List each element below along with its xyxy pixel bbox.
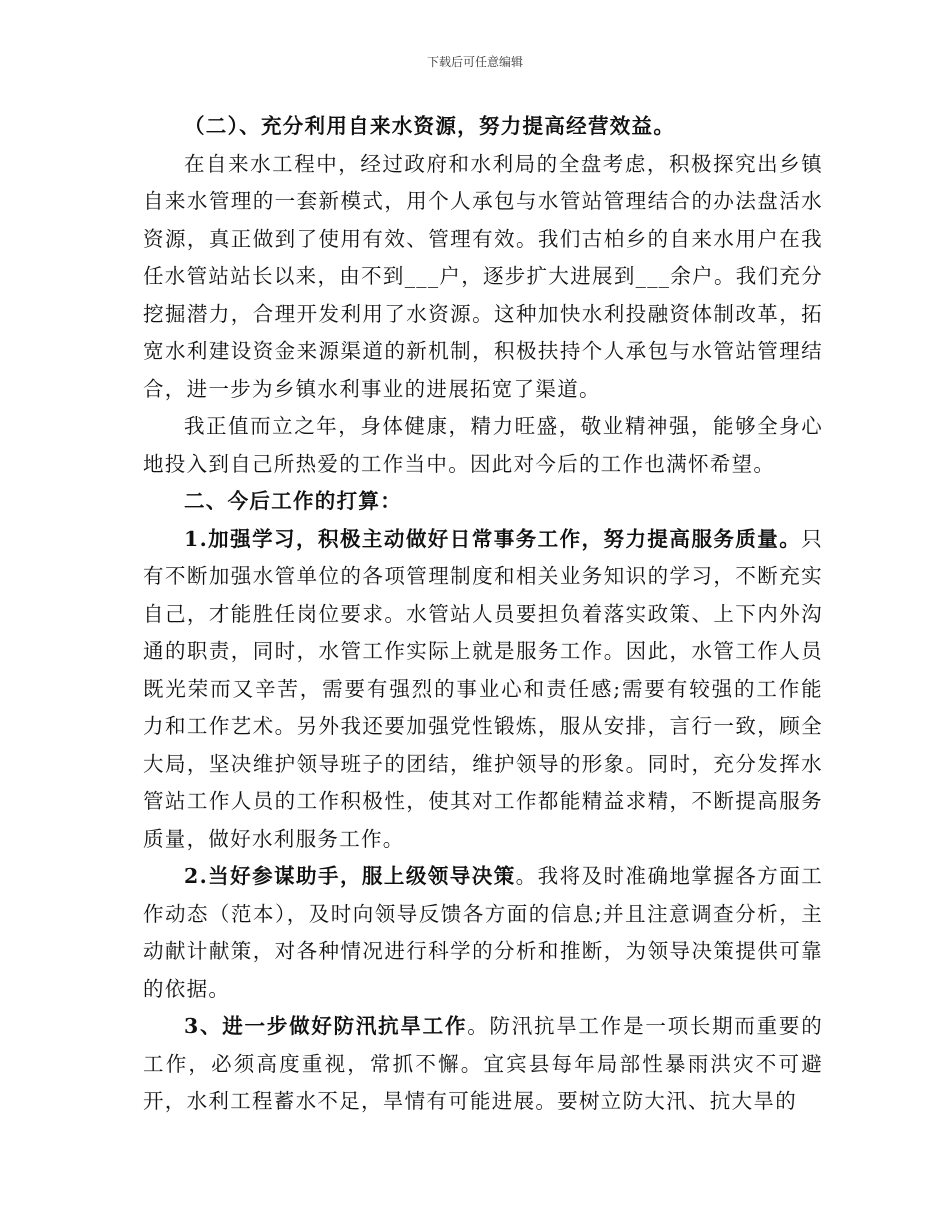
document-body bbox=[143, 108, 823, 1121]
plan-item-1 bbox=[143, 521, 823, 859]
plan-item-3-text: 。防汛抗旱工作是一项长期而重要的工作，必须高度重视，常抓不懈。宜宾县每年局部性暴雨洪灾不可避开，水利工程蓄水不足，旱情有可能进展。要树立防大汛、抗大旱的 bbox=[143, 1014, 823, 1113]
paragraph-personal-statement: 我正值而立之年，身体健康，精力旺盛，敬业精神强，能够全身心地投入到自己所热爱的工作当中。因此对今后的工作也满怀希望。 bbox=[143, 414, 823, 476]
plan-heading: 二、今后工作的打算： bbox=[184, 489, 402, 513]
plan-item-2-title: 2.当好参谋助手，服上级领导决策 bbox=[184, 864, 516, 888]
plan-item-2-text: 。我将及时准确地掌握各方面工作动态（范本），及时向领导反馈各方面的信息;并且注意调查分析，主动献计献策，对各种情况进行科学的分析和推断，为领导决策提供可靠的依据。 bbox=[143, 864, 824, 1001]
page-header: 下载后可任意编辑 bbox=[426, 55, 523, 69]
plan-item-3-title: 3、进一步做好防汛抗旱工作 bbox=[184, 1014, 468, 1038]
plan-item-3 bbox=[143, 1008, 823, 1121]
plan-item-1-title: 1.加强学习，积极主动做好日常事务工作，努力提高服务质量。 bbox=[184, 526, 802, 551]
plan-item-2 bbox=[143, 858, 823, 1008]
section-heading: （二）、充分利用自来水资源，努力提高经营效益。 bbox=[184, 114, 676, 138]
plan-item-1-text: 只有不断加强水管单位的各项管理制度和相关业务知识的学习，不断充实自己，才能胜任岗位要求。水管站人员要担负着落实政策、上下内外沟通的职责，同时，水管工作实际上就是服务工作。因此，水管工作人员既光荣而又辛苦，需要有强烈的事业心和责任感;需要有较强的工作能力和工作艺术。另外我还要加强党性锻炼，服从安排，言行一致，顾全大局，坚决维护领导班子的团结，维护领导的形象。同时，充分发挥水管站工作人员的工作积极性，使其对工作都能精益求精，不断提高服务质量，做好水利服务工作。 bbox=[143, 526, 823, 851]
paragraph-water-management: 在自来水工程中，经过政府和水利局的全盘考虑，积极探究出乡镇自来水管理的一套新模式，用个人承包与水管站管理结合的办法盘活水资源，真正做到了使用有效、管理有效。我们古柏乡的自来水用户在我任水管站站长以来，由不到___户，逐步扩大进展到___余户。我们充分挖掘潜力，合理开发利用了水资源。这种加快水利投融资体制改革，拓宽水利建设资金来源渠道的新机制，积极扶持个人承包与水管站管理结合，进一步为乡镇水利事业的进展拓宽了渠道。 bbox=[143, 151, 823, 401]
